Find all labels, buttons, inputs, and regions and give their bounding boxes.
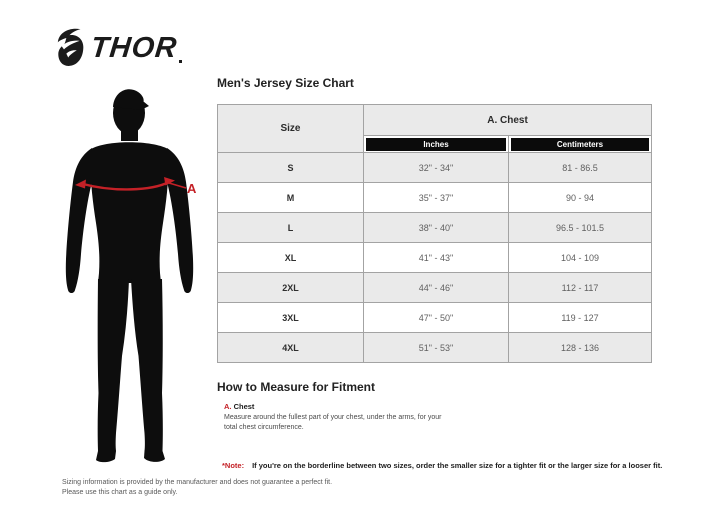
disclaimer [62,478,362,498]
inches-cell: 47" - 50" [364,303,509,333]
centimeters-cell: 112 - 117 [509,273,652,303]
note-label: *Note: [222,461,245,470]
inches-cell: 38" - 40" [364,213,509,243]
size-cell: XL [218,243,364,273]
measure-description: Measure around the fullest part of your chest, under the arms, for your total chest circumference. [224,414,442,432]
table-row [218,303,652,333]
measure-item-chest [224,402,464,433]
disclaimer-line2: Please use this chart as a guide only. [62,488,178,496]
inches-cell: 51" - 53" [364,333,509,363]
inches-cell: 41" - 43" [364,243,509,273]
size-cell: 3XL [218,303,364,333]
table-row [218,273,652,303]
chest-label-a: A [187,181,197,196]
measure-label [224,402,464,411]
measurement-figure [53,85,218,470]
inches-cell: 44" - 46" [364,273,509,303]
column-header-chest: A. Chest [364,105,652,136]
size-chart-table [217,104,652,363]
table-row [218,333,652,363]
inches-cell: 32" - 34" [364,153,509,183]
measure-letter: A. [224,402,232,411]
unit-header-inches: Inches [364,136,509,153]
note-text: If you're on the borderline between two sizes, order the smaller size for a tighter fit or the larger size for a looser fit. [252,461,663,470]
centimeters-cell: 128 - 136 [509,333,652,363]
size-cell: S [218,153,364,183]
measure-heading: How to Measure for Fitment [217,380,376,394]
measure-name: Chest [233,402,255,411]
brand-name: THOR [89,32,179,64]
size-chart-title: Men's Jersey Size Chart [217,76,354,90]
table-row [218,153,652,183]
size-cell: 2XL [218,273,364,303]
fit-note [222,461,692,470]
size-cell: 4XL [218,333,364,363]
inches-cell: 35" - 37" [364,183,509,213]
centimeters-cell: 119 - 127 [509,303,652,333]
size-cell: L [218,213,364,243]
table-row [218,183,652,213]
centimeters-cell: 81 - 86.5 [509,153,652,183]
male-silhouette [53,85,218,470]
table-row [218,213,652,243]
size-cell: M [218,183,364,213]
centimeters-cell: 104 - 109 [509,243,652,273]
centimeters-cell: 96.5 - 101.5 [509,213,652,243]
goat-head-icon [55,27,89,69]
centimeters-cell: 90 - 94 [509,183,652,213]
disclaimer-line1: Sizing information is provided by the manufacturer and does not guarantee a perfect fit. [62,479,333,486]
table-row [218,243,652,273]
unit-header-centimeters: Centimeters [509,136,652,153]
brand-logo [55,27,182,69]
column-header-size: Size [218,105,364,153]
trademark-mark [179,60,182,63]
